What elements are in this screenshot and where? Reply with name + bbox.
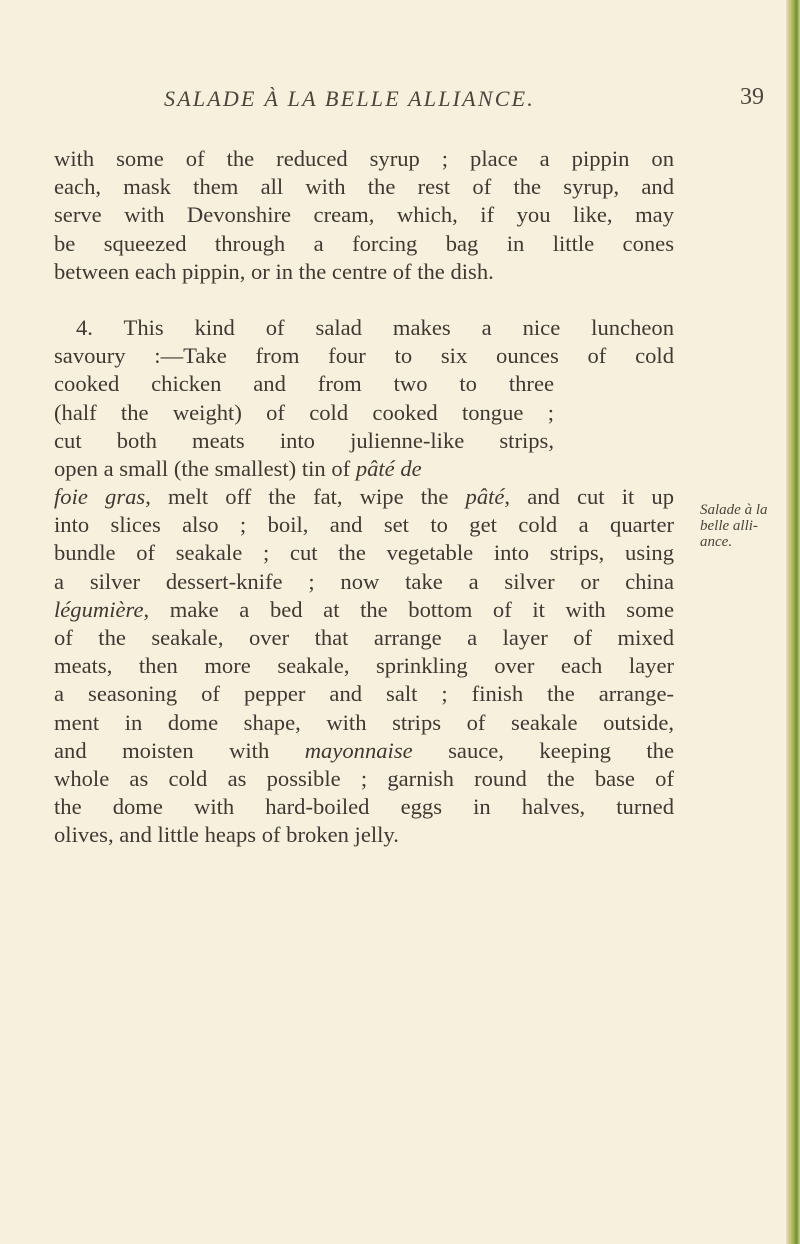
- text-line: cut both meats into julienne-like strips,: [54, 427, 554, 453]
- text-line: between each pippin, or in the centre of the dish.: [54, 258, 494, 284]
- text-line: serve with Devonshire cream, which, if you like, may: [54, 202, 674, 228]
- text-line: olives, and little heaps of broken jelly.: [54, 822, 399, 848]
- text-line: 4. This kind of salad makes a nice luncheon: [76, 314, 674, 340]
- text-line: foie gras, melt off the fat, wipe the pâté, and cut it up: [54, 484, 674, 510]
- text-line: each, mask them all with the rest of the syrup, and: [54, 174, 674, 200]
- text-line: and moisten with mayonnaise sauce, keeping the: [54, 737, 674, 763]
- running-head: SALADE À LA BELLE ALLIANCE.: [164, 86, 535, 111]
- text-line: bundle of seakale ; cut the vegetable into strips, using: [54, 540, 674, 566]
- text-line: ment in dome shape, with strips of seakale outside,: [54, 709, 674, 735]
- text-line: légumière, make a bed at the bottom of it with some: [54, 596, 674, 622]
- margin-note-line: ance.: [700, 534, 733, 550]
- text-line: into slices also ; boil, and set to get cold a quarter: [54, 512, 674, 538]
- paragraph-4: [54, 314, 674, 850]
- page-header: [0, 86, 786, 122]
- text-line: of the seakale, over that arrange a layer of mixed: [54, 625, 674, 650]
- page-number: 39: [740, 84, 764, 110]
- text-line: cooked chicken and from two to three: [54, 371, 554, 397]
- body-text: [54, 145, 674, 850]
- text-line: with some of the reduced syrup ; place a pippin on: [54, 146, 674, 171]
- text-line: whole as cold as possible ; garnish round the base of: [54, 765, 674, 791]
- text-line: the dome with hard-boiled eggs in halves, turned: [54, 794, 674, 820]
- text-line: meats, then more seakale, sprinkling over each layer: [54, 653, 674, 679]
- margin-note: [700, 502, 780, 550]
- text-line: (half the weight) of cold cooked tongue ;: [54, 399, 554, 425]
- margin-note-line: belle alli-: [700, 518, 758, 534]
- text-line: savoury :—Take from four to six ounces of cold: [54, 343, 674, 369]
- page-edge: [786, 0, 800, 1244]
- margin-note-line: Salade à la: [700, 502, 768, 518]
- paragraph-number: 4.: [76, 314, 93, 340]
- text-line: open a small (the smallest) tin of pâté de: [54, 455, 422, 481]
- paragraph-continued: [54, 145, 674, 286]
- text-line: a silver dessert-knife ; now take a silver or china: [54, 568, 674, 594]
- text-line: be squeezed through a forcing bag in little cones: [54, 230, 674, 256]
- text-line: a seasoning of pepper and salt ; finish the arrange-: [54, 681, 674, 707]
